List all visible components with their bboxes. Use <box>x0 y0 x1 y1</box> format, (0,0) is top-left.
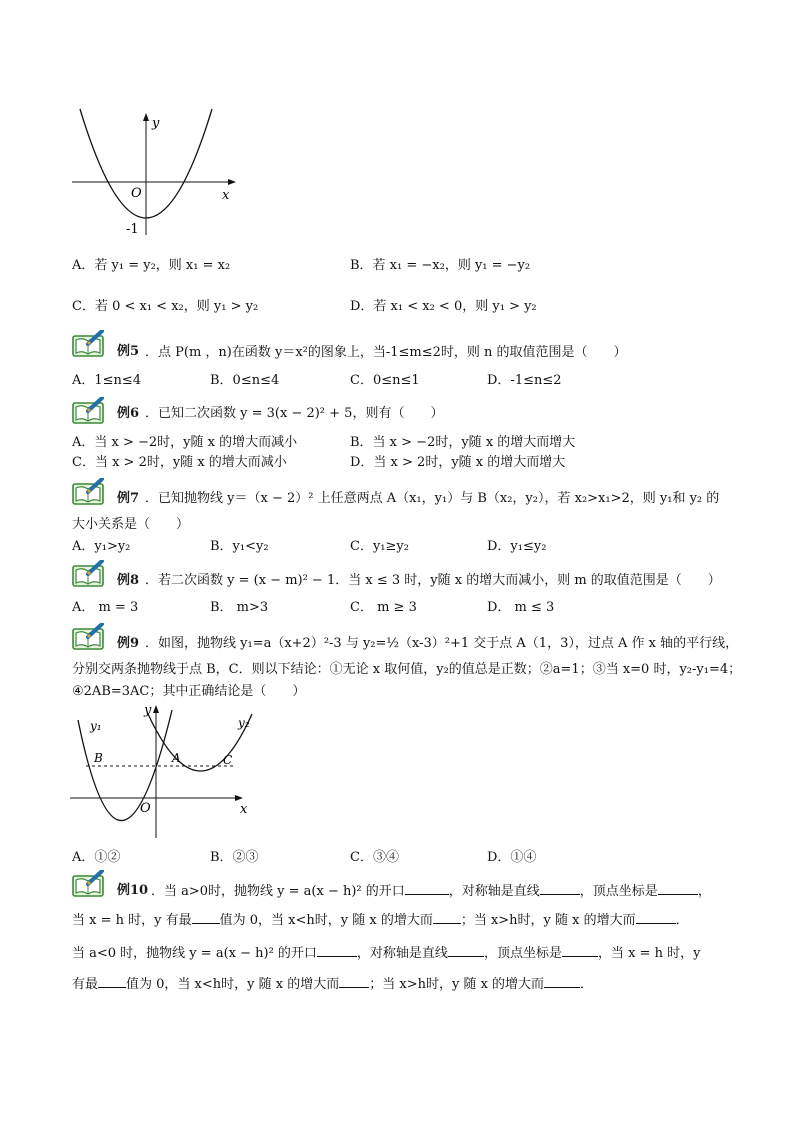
q9-stem-line1: ．如图，抛物线 y₁=a（x+2）²-3 与 y₂=½（x-3）²+1 交于点 A（1，3），过点 A 作 x 轴的平行线， <box>145 636 739 651</box>
example-badge-icon <box>72 870 116 898</box>
point-a-label: A <box>172 751 181 765</box>
x-axis-label: x <box>222 188 230 203</box>
parabola-graph-1 <box>60 105 250 240</box>
x-axis-arrow <box>228 179 236 185</box>
vertex-label: -1 <box>126 222 139 237</box>
answer-blank[interactable] <box>98 975 126 988</box>
example-badge-icon <box>72 623 116 651</box>
origin-label: O <box>131 186 142 201</box>
q10-text: ，对称轴是直线 <box>448 884 540 899</box>
q7-option-b: B．y₁<y₂ <box>210 539 269 554</box>
q10-text: ；当 x>h时，y 随 x 的增大而 <box>369 977 545 992</box>
q5-option-d: D．-1≤n≤2 <box>487 373 562 388</box>
parabola-y2 <box>148 714 252 771</box>
q8-option-d: D． m ≤ 3 <box>487 600 555 615</box>
answer-blank[interactable] <box>405 882 449 895</box>
answer-blank[interactable] <box>339 975 369 988</box>
answer-blank[interactable] <box>433 911 461 924</box>
answer-blank[interactable] <box>636 911 676 924</box>
y-axis-arrow <box>153 705 159 713</box>
q9-option-d: D．①④ <box>487 850 537 865</box>
example-badge-icon <box>72 397 116 425</box>
q10-text: ，顶点坐标是 <box>579 884 658 899</box>
q10-line-2 <box>72 909 689 928</box>
point-c-label: C <box>223 753 233 767</box>
origin-label: O <box>140 801 151 816</box>
q4-option-b: B．若 x₁ = −x₂，则 y₁ = −y₂ <box>350 258 531 273</box>
q10-text: 当 x = h 时，y 有最 <box>72 913 192 928</box>
q5-option-a: A．1≤n≤4 <box>72 373 142 388</box>
q10-line-4 <box>72 973 593 992</box>
y-axis-arrow <box>143 113 149 121</box>
q4-option-d: D．若 x₁ < x₂ < 0，则 y₁ > y₂ <box>350 299 537 314</box>
example-badge-icon <box>72 330 116 358</box>
q7-option-a: A．y₁>y₂ <box>72 539 131 554</box>
q8-label: 例8 <box>117 573 140 588</box>
q7-label: 例7 <box>117 491 140 506</box>
q9-stem-line3: ④2AB=3AC；其中正确结论是（ ） <box>72 684 306 699</box>
q10-text: 值为 0，当 x<h时，y 随 x 的增大而 <box>219 913 433 928</box>
q7-stem-line2: 大小关系是（ ） <box>72 517 190 532</box>
q8-option-c: C． m ≥ 3 <box>350 600 417 615</box>
q6-stem: ．已知二次函数 y = 3(x − 2)² + 5，则有（ ） <box>145 406 444 421</box>
q9-stem-line2: 分别交两条抛物线于点 B，C．则以下结论：①无论 x 取何值，y₂的值总是正数；②a=1；③当 x=0 时，y₂-y₁=4； <box>72 662 742 677</box>
q6-option-c: C．当 x > 2时，y随 x 的增大而减小 <box>72 455 287 470</box>
answer-blank[interactable] <box>562 944 598 957</box>
q6-option-b: B．当 x > −2时，y随 x 的增大而增大 <box>350 435 576 450</box>
q6-label: 例6 <box>117 406 140 421</box>
y1-label: y₁ <box>90 719 102 733</box>
parabola-graph-2 <box>68 700 258 845</box>
example-badge-icon <box>72 560 116 588</box>
q9-option-c: C．③④ <box>350 850 399 865</box>
answer-blank[interactable] <box>317 944 357 957</box>
q5-option-b: B．0≤n≤4 <box>210 373 280 388</box>
q10-text: ，对称轴是直线 <box>356 946 448 961</box>
q5-label: 例5 <box>117 344 140 359</box>
q7-option-c: C．y₁≥y₂ <box>350 539 409 554</box>
y2-label: y₂ <box>238 716 250 730</box>
answer-blank[interactable] <box>658 882 698 895</box>
q8-option-a: A． m = 3 <box>72 600 139 615</box>
q10-text: ，顶点坐标是 <box>483 946 562 961</box>
q10-text: ．当 a>0时，抛物线 y = a(x − h)² 的开口 <box>151 884 405 899</box>
q7-option-d: D．y₁≤y₂ <box>487 539 547 554</box>
answer-blank[interactable] <box>448 944 484 957</box>
q5-stem: ．点 P(m ，n)在函数 y＝x²的图象上，当-1≤m≤2时，则 n 的取值范围是（ ） <box>145 345 627 360</box>
q10-text: ；当 x>h时，y 随 x 的增大而 <box>460 913 636 928</box>
q6-option-a: A．当 x > −2时，y随 x 的增大而减小 <box>72 435 298 450</box>
q10-text: ． <box>580 977 594 992</box>
q5-option-c: C．0≤n≤1 <box>350 373 420 388</box>
answer-blank[interactable] <box>192 911 220 924</box>
q10-text: ． <box>675 913 689 928</box>
q10-line-3 <box>72 942 700 961</box>
answer-blank[interactable] <box>544 975 580 988</box>
q7-stem-line1: ．已知抛物线 y＝（x − 2）² 上任意两点 A（x₁，y₁）与 B（x₂，y₂），若 x₂>x₁>2，则 y₁和 y₂ 的 <box>145 491 720 506</box>
q6-option-d: D．当 x > 2时，y随 x 的增大而增大 <box>350 455 566 470</box>
q9-label: 例9 <box>117 636 140 651</box>
answer-blank[interactable] <box>540 882 580 895</box>
x-axis-label: x <box>240 802 248 817</box>
q10-text: ， <box>697 884 711 899</box>
q10-text: 有最 <box>72 977 99 992</box>
q10-text: 值为 0，当 x<h时，y 随 x 的增大而 <box>126 977 340 992</box>
q8-option-b: B． m>3 <box>210 600 269 615</box>
q9-option-a: A．①② <box>72 850 121 865</box>
q4-option-a: A．若 y₁ = y₂，则 x₁ = x₂ <box>72 258 231 273</box>
y-axis-label: y <box>144 703 152 718</box>
x-axis-arrow <box>235 795 243 801</box>
q10-label: 例10 <box>117 883 149 898</box>
q9-option-b: B．②③ <box>210 850 259 865</box>
q10-text: 当 a<0 时，抛物线 y = a(x − h)² 的开口 <box>72 946 317 961</box>
q8-stem: ．若二次函数 y = (x − m)² − 1．当 x ≤ 3 时，y随 x 的增大而减小，则 m 的取值范围是（ ） <box>145 573 721 588</box>
q10-text: ，当 x = h 时，y <box>597 946 701 961</box>
q10-line-1 <box>151 880 711 899</box>
y-axis-label: y <box>152 116 160 131</box>
example-badge-icon <box>72 478 116 506</box>
point-b-label: B <box>94 751 103 765</box>
q4-option-c: C．若 0 < x₁ < x₂，则 y₁ > y₂ <box>72 299 259 314</box>
